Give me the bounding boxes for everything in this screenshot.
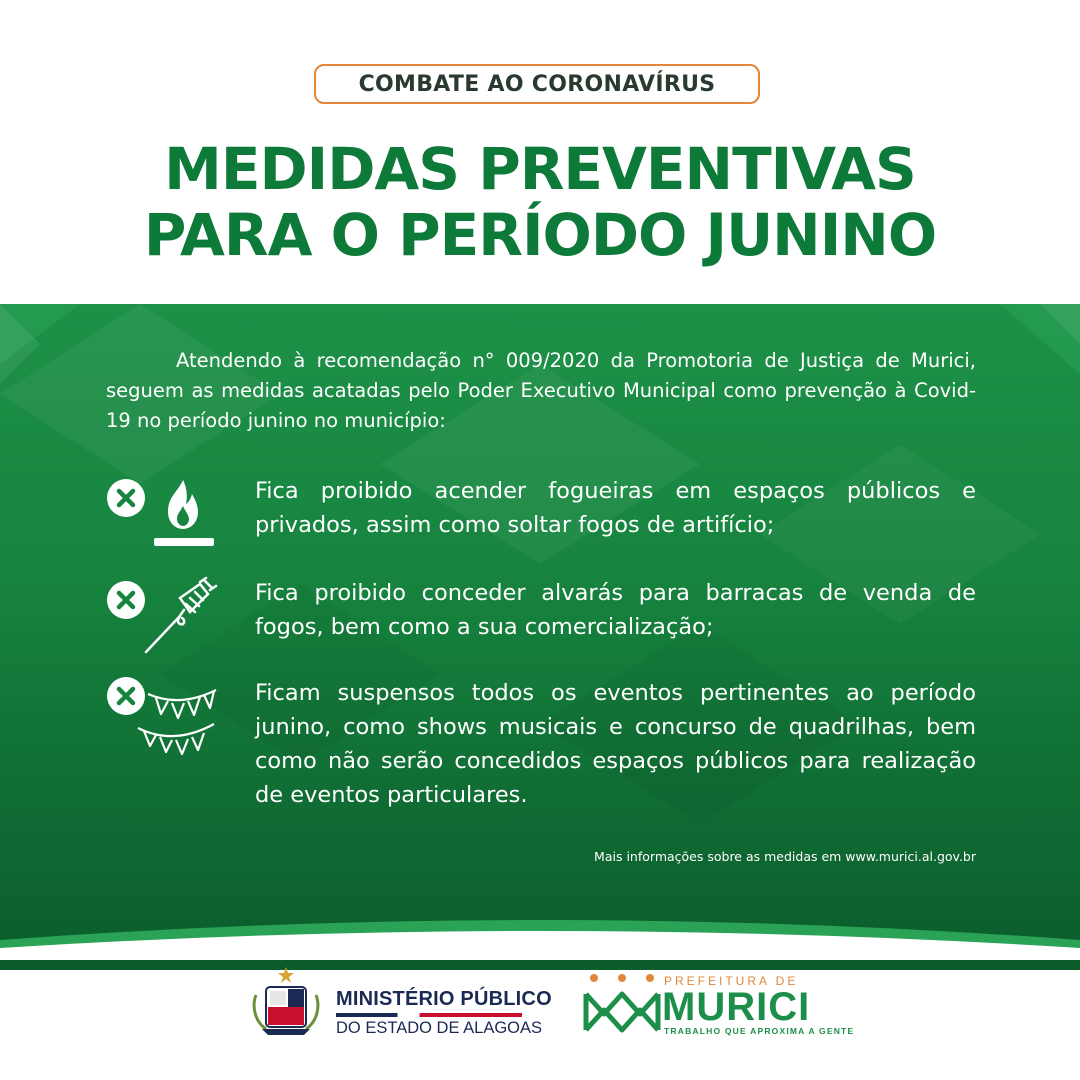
mp-wordmark [336,988,552,1038]
campaign-tag-label: COMBATE AO CORONAVÍRUS [358,71,716,97]
measure-text: Fica proibido acender fogueiras em espaços públicos e privados, assim como soltar fogos de artifício; [255,478,976,538]
campaign-tag [314,64,760,104]
murici-prefix: PREFEITURA DE [664,974,799,988]
murici-slogan: TRABALHO QUE APROXIMA A GENTE [664,1026,855,1036]
murici-name: MURICI [662,985,811,1029]
prohibited-icon [106,478,146,518]
header-area [0,0,1080,305]
mp-state: DO ESTADO DE ALAGOAS [336,1019,543,1037]
bonfire-icon [148,476,218,550]
bunting-flags-icon [134,684,220,764]
measures-panel [0,304,1080,970]
murici-logo [582,970,662,1036]
firework-icon [140,576,220,656]
page-title-line2: PARA O PERÍODO JUNINO [143,201,937,269]
mp-crest-logo [246,965,326,1040]
intro-paragraph: Atendendo à recomendação n° 009/2020 da Promotoria de Justiça de Murici, seguem as medidas acatadas pelo Poder Executivo Municipal como prevenção à Covid-19 no período junino no município: [106,349,976,432]
mp-name: MINISTÉRIO PÚBLICO [336,988,552,1010]
mp-flag-bar [336,1013,522,1017]
measure-text: Fica proibido conceder alvarás para barracas de venda de fogos, bem como a sua comercialização; [255,580,976,640]
measure-text: Ficam suspensos todos os eventos pertinentes ao período junino, como shows musicais e concurso de quadrilhas, bem como não serão concedidos espaços públicos para realização de eventos particulares. [255,680,976,808]
page-title [0,136,1080,268]
page-title-line1: MEDIDAS PREVENTIVAS [164,135,916,203]
more-info-link[interactable]: Mais informações sobre as medidas em www.murici.al.gov.br [594,849,976,864]
